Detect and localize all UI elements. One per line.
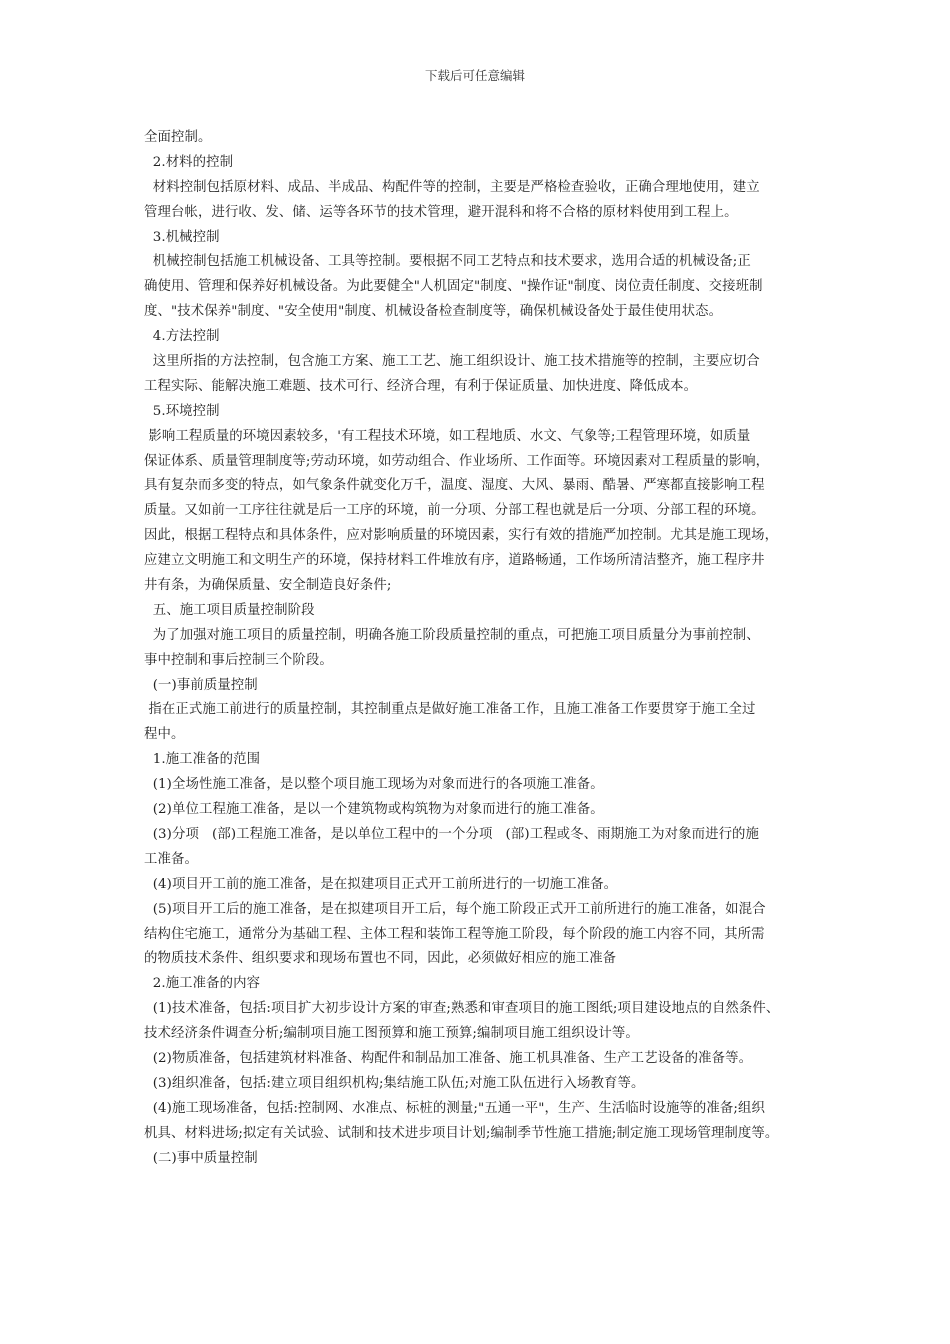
text-line: 5.环境控制 <box>144 403 220 419</box>
text-line: 为了加强对施工项目的质量控制，明确各施工阶段质量控制的重点，可把施工项目质量分为事前控制、 <box>144 627 760 643</box>
text-line: (3)分项 (部)工程施工准备，是以单位工程中的一个分项 (部)工程或冬、雨期施工为对象而进行的施 <box>144 826 760 842</box>
page-header: 下载后可任意编辑 <box>424 68 525 83</box>
text-line: (一)事前质量控制 <box>144 677 258 693</box>
text-line: (2)物质准备，包括建筑材料准备、构配件和制品加工准备、施工机具准备、生产工艺设备的准备等。 <box>144 1050 753 1066</box>
text-line: 2.材料的控制 <box>144 154 234 170</box>
text-line: 全面控制。 <box>144 130 212 145</box>
text-line: (二)事中质量控制 <box>144 1150 258 1166</box>
text-line: 度、"技术保养"制度、"安全使用"制度、机械设备检查制度等，确保机械设备处于最佳使用状态。 <box>144 304 723 320</box>
text-line: 1.施工准备的范围 <box>144 752 261 768</box>
text-line: 的物质技术条件、组织要求和现场布置也不同，因此，必须做好相应的施工准备 <box>144 951 617 967</box>
text-line: (5)项目开工后的施工准备，是在拟建项目开工后，每个施工阶段正式开工前所进行的施工准备，如混合 <box>144 901 766 917</box>
text-line: 影响工程质量的环境因素较多，'有工程技术环境，如工程地质、水文、气象等;工程管理环境，如质量 <box>144 428 751 444</box>
text-line: 2.施工准备的内容 <box>144 976 261 992</box>
text-line: 这里所指的方法控制，包含施工方案、施工工艺、施工组织设计、施工技术措施等的控制，主要应切合 <box>144 354 760 370</box>
text-line: 机具、材料进场;拟定有关试验、试制和技术进步项目计划;编制季节性施工措施;制定施工现场管理制度等。 <box>144 1125 779 1141</box>
text-line: (4)施工现场准备，包括:控制网、水准点、标桩的测量;"五通一平"，生产、生活临时设施等的准备;组织 <box>144 1100 765 1116</box>
text-line: 井有条，为确保质量、安全制造良好条件; <box>144 578 392 594</box>
text-line: 材料控制包括原材料、成品、半成品、构配件等的控制，主要是严格检查验收，正确合理地使用，建立 <box>144 179 760 195</box>
text-line: 工准备。 <box>144 851 198 867</box>
text-line: (3)组织准备，包括:建立项目组织机构;集结施工队伍;对施工队伍进行入场教育等。 <box>144 1075 645 1091</box>
text-line: 因此，根据工程特点和具体条件，应对影响质量的环境因素，实行有效的措施严加控制。尤其是施工现场， <box>144 528 779 544</box>
document-body <box>144 126 808 1171</box>
text-line: 结构住宅施工，通常分为基础工程、主体工程和装饰工程等施工阶段，每个阶段的施工内容不同，其所需 <box>144 926 765 942</box>
text-line: 质量。又如前一工序往往就是后一工序的环境，前一分项、分部工程也就是后一分项、分部工程的环境。 <box>144 503 765 519</box>
text-line: 4.方法控制 <box>144 329 220 345</box>
text-line: 事中控制和事后控制三个阶段。 <box>144 652 333 668</box>
text-line: 技术经济条件调查分析;编制项目施工图预算和施工预算;编制项目施工组织设计等。 <box>144 1026 639 1042</box>
text-line: 工程实际、能解决施工难题、技术可行、经济合理，有利于保证质量、加快进度、降低成本。 <box>144 378 698 394</box>
text-line: 程中。 <box>144 727 185 743</box>
text-line: (2)单位工程施工准备，是以一个建筑物或构筑物为对象而进行的施工准备。 <box>144 802 604 818</box>
text-line: 指在正式施工前进行的质量控制，其控制重点是做好施工准备工作，且施工准备工作要贯穿于施工全过 <box>144 702 756 718</box>
text-line: 保证体系、质量管理制度等;劳动环境，如劳动组合、作业场所、工作面等。环境因素对工程质量的影响， <box>144 453 770 469</box>
text-line: 五、施工项目质量控制阶段 <box>144 602 315 618</box>
text-line: 机械控制包括施工机械设备、工具等控制。要根据不同工艺特点和技术要求，选用合适的机械设备;正 <box>144 254 751 270</box>
text-line: 管理台帐，进行收、发、储、运等各环节的技术管理，避开混科和将不合格的原材料使用到工程上。 <box>144 204 738 220</box>
text-line: 确使用、管理和保养好机械设备。为此要健全"人机固定"制度、"操作证"制度、岗位责任制度、交接班制 <box>144 279 763 295</box>
text-line: (4)项目开工前的施工准备，是在拟建项目正式开工前所进行的一切施工准备。 <box>144 876 618 892</box>
text-line: 3.机械控制 <box>144 229 220 245</box>
text-line: 应建立文明施工和文明生产的环境，保持材料工件堆放有序，道路畅通，工作场所清洁整齐，施工程序井 <box>144 553 765 569</box>
text-line: 具有复杂而多变的特点，如气象条件就变化万千，温度、湿度、大风、暴雨、酷暑、严寒都直接影响工程 <box>144 478 765 494</box>
text-line: (1)全场性施工准备，是以整个项目施工现场为对象而进行的各项施工准备。 <box>144 777 604 793</box>
text-line: (1)技术准备，包括:项目扩大初步设计方案的审查;熟悉和审查项目的施工图纸;项目建设地点的自然条件、 <box>144 1001 780 1017</box>
